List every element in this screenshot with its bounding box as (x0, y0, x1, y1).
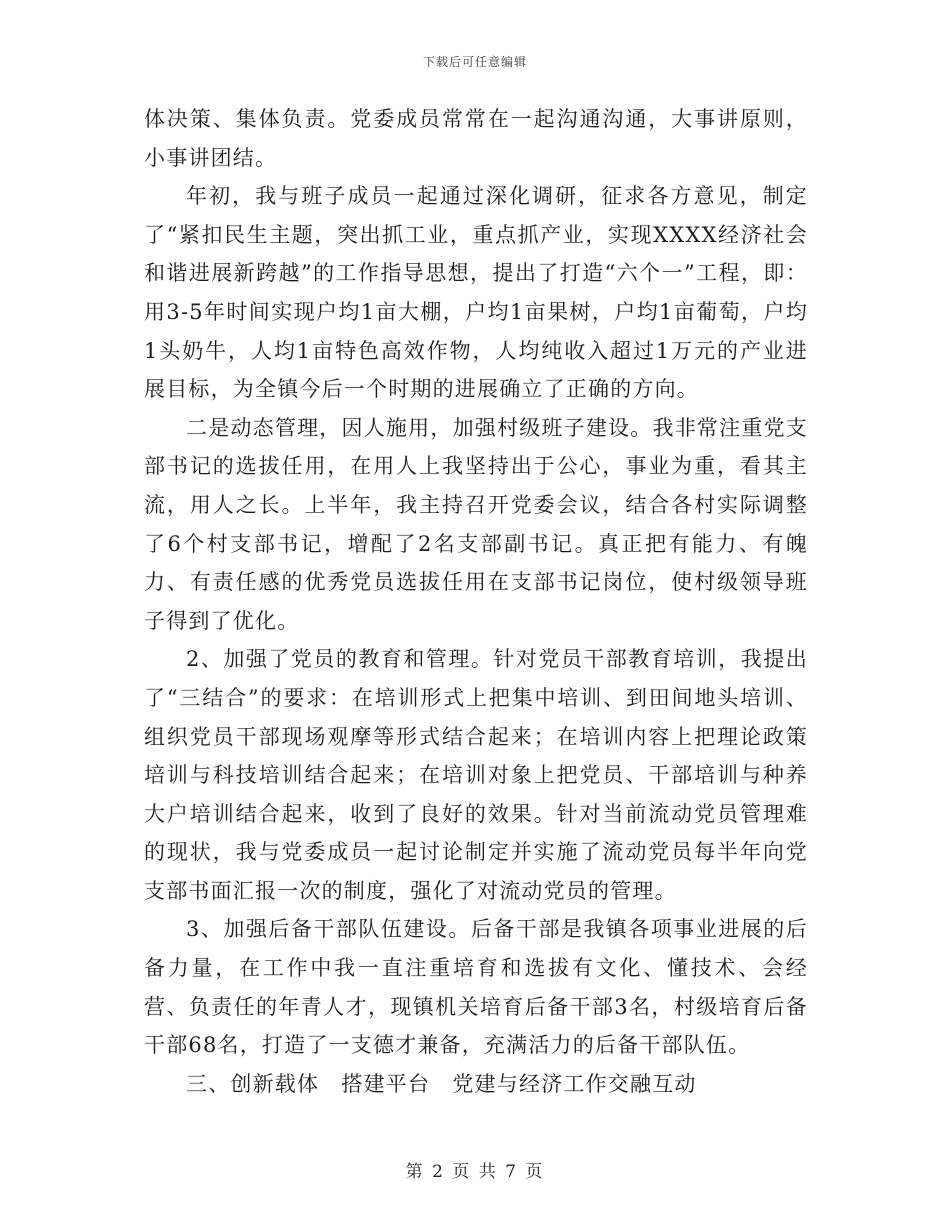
section-heading: 三、创新载体 搭建平台 党建与经济工作交融互动 (186, 1071, 697, 1096)
page-header: 下载后可任意编辑 (422, 55, 527, 69)
document-body (144, 100, 808, 1103)
paragraph-continuation: 体决策、集体负责。党委成员常常在一起沟通沟通，大事讲原则，小事讲团结。 (144, 107, 808, 170)
paragraph-village-leadership: 二是动态管理，因人施用，加强村级班子建设。我非常注重党支部书记的选拔任用，在用人上我坚持出于公心，事业为重，看其主流，用人之长。上半年，我主持召开党委会议，结合各村实际调整了6个村支部书记，增配了2名支部副书记。真正把有能力、有魄力、有责任感的优秀党员选拔任用在支部书记岗位，使村级领导班子得到了优化。 (144, 415, 808, 633)
page-number: 第 2 页 共 7 页 (405, 1162, 545, 1182)
paragraph-party-member-education: 2、加强了党员的教育和管理。针对党员干部教育培训，我提出了“三结合”的要求：在培训形式上把集中培训、到田间地头培训、组织党员干部现场观摩等形式结合起来；在培训内容上把理论政策培训与科技培训结合起来；在培训对象上把党员、干部培训与种养大户培训结合起来，收到了良好的效果。针对当前流动党员管理难的现状，我与党委成员一起讨论制定并实施了流动党员每半年向党支部书面汇报一次的制度，强化了对流动党员的管理。 (144, 647, 808, 903)
paragraph-reserve-cadres: 3、加强后备干部队伍建设。后备干部是我镇各项事业进展的后备力量，在工作中我一直注重培育和选拔有文化、懂技术、会经营、负责任的年青人才，现镇机关培育后备干部3名，村级培育后备干部68名，打造了一支德才兼备，充满活力的后备干部队伍。 (144, 917, 808, 1058)
paragraph-guiding-thought: 年初，我与班子成员一起通过深化调研，征求各方意见，制定了“紧扣民生主题，突出抓工业，重点抓产业，实现XXXX经济社会和谐进展新跨越”的工作指导思想，提出了打造“六个一”工程，即：用3-5年时间实现户均1亩大棚，户均1亩果树，户均1亩葡萄，户均1头奶牛，人均1亩特色高效作物，人均纯收入超过1万元的产业进展目标，为全镇今后一个时期的进展确立了正确的方向。 (144, 184, 808, 402)
